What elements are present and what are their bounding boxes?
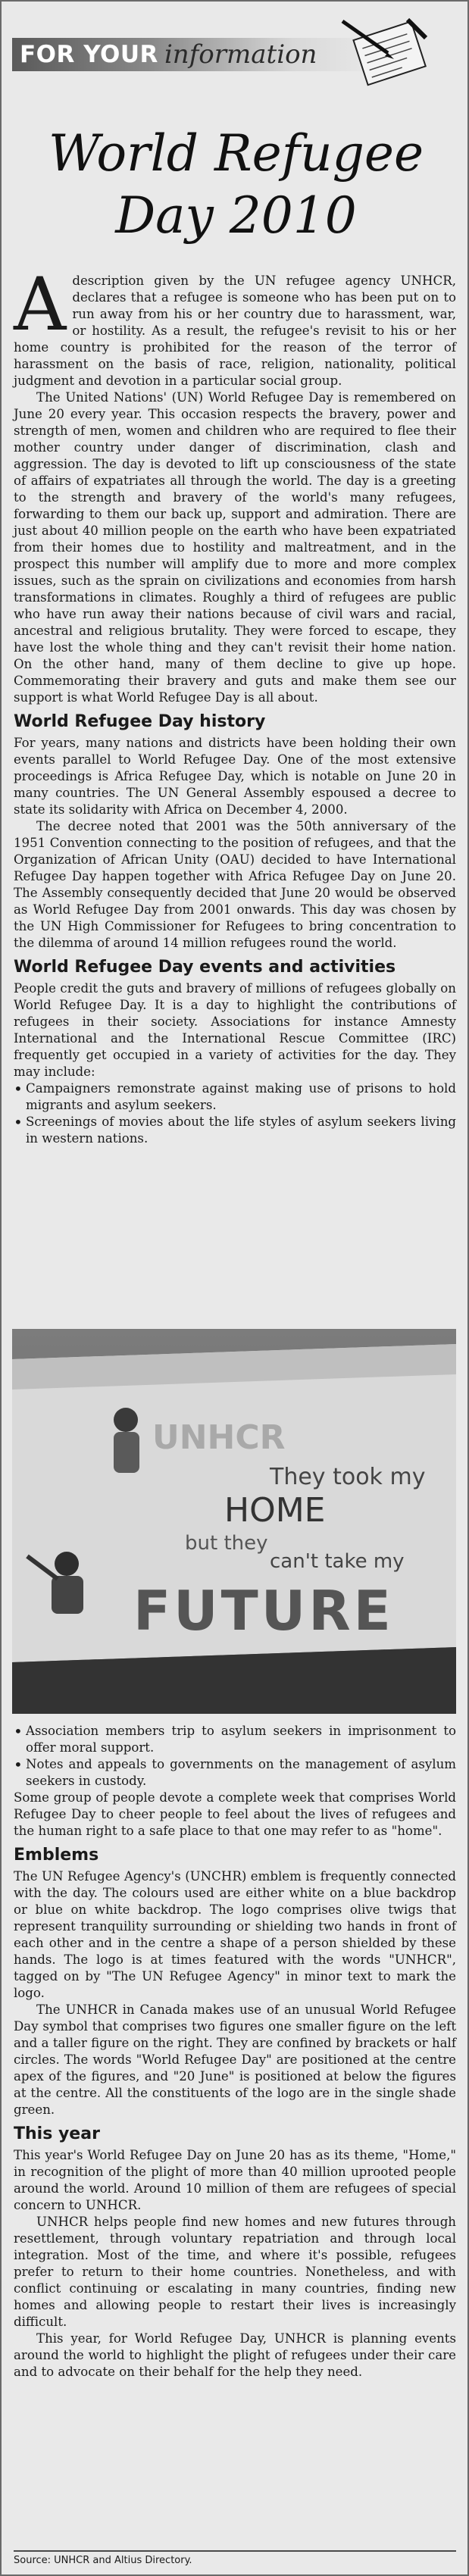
this-year-paragraph-3: This year, for World Refugee Day, UNHCR is planning events around the world to highlight the plight of refugees under their care and to advocate on their behalf for the help they need. xyxy=(14,2331,456,2379)
photo-line-5: FUTURE xyxy=(133,1579,394,1643)
bullet-item: • Campaigners remonstrate against making use of prisons to hold migrants and asylum seekers. xyxy=(26,1080,456,1114)
history-paragraph-1: For years, many nations and districts have been holding their own events parallel to World Refugee Day. One of the most extensive proceedings is Africa Refugee Day, which is notable on June 20 in many countries. The UN General Assembly espoused a decree to state its solidarity with Africa on December 4, 2000. xyxy=(14,736,456,817)
source-credit: Source: UNHCR and Altius Directory. xyxy=(14,2550,456,2566)
article-body-top xyxy=(14,262,456,1147)
paper-pen-icon xyxy=(335,6,449,89)
history-paragraph-2: The decree noted that 2001 was the 50th anniversary of the 1951 Convention connecting to the position of refugees, and that the Organization of African Unity (OAU) decided to have International Refugee Day happen together with Africa Refugee Day on June 20. The Assembly consequently decided that June 20 would be observed as World Refugee Day from 2001 onwards. This day was chosen by the UN High Commissioner for Refugees to bring concentration to the dilemma of around 14 million refugees round the world. xyxy=(14,819,456,950)
bullet-item: • Notes and appeals to governments on the management of asylum seekers in custody. xyxy=(26,1756,456,1790)
bullet-item: • Screenings of movies about the life styles of asylum seekers living in western nations. xyxy=(26,1114,456,1147)
title-line-2: Day 2010 xyxy=(115,186,357,245)
this-year-paragraph-1: This year's World Refugee Day on June 20 has as its theme, "Home," in recognition of the plight of more than 40 million uprooted people around the world. Around 10 million of them are refugees of special concern to UNHCR. xyxy=(14,2148,456,2212)
refugee-children-photo xyxy=(12,1329,456,1714)
events-paragraph-2: Some group of people devote a complete week that comprises World Refugee Day to cheer people to feel about the lives of refugees and the human right to a safe place to that one may refer to as "home". xyxy=(14,1790,456,1838)
this-year-paragraph-2: UNHCR helps people find new homes and new futures through resettlement, through voluntary repatriation and through local integration. Most of the time, and where it's possible, refugees prefer to return to their home countries. Nonetheless, and with conflict continuing or escalating in many countries, finding new homes and allowing people to restart their lives is increasingly difficult. xyxy=(14,2215,456,2329)
title-line-1: World Refugee xyxy=(48,124,424,183)
bullet-item: • Association members trip to asylum seekers in imprisonment to offer moral support. xyxy=(26,1723,456,1756)
events-bullet-list xyxy=(14,1080,456,1147)
article-body-bottom xyxy=(14,1723,456,2381)
banner-label: FOR YOUR xyxy=(20,41,158,68)
emblems-paragraph-1: The UN Refugee Agency's (UNCHR) emblem is frequently connected with the day. The colours used are either white on a blue backdrop or blue on white backdrop. The logo comprises olive twigs that represent tranquility surrounding or shielding two hands in front of each other and in the centre a shape of a person shielded by these hands. The logo is at times featured with the words "UNHCR", tagged on by "The UN Refugee Agency" in minor text to mark the logo. xyxy=(14,1869,456,2000)
history-heading: World Refugee Day history xyxy=(14,712,266,731)
intro-paragraph-1: Adescription given by the UN refugee agency UNHCR, declares that a refugee is someone who has been put on to run away from his or her country due to harassment, war, or hostility. As a result, the refugee's revisit to his or her home country is prohibited for the reason of the terror of harassment on the basis of race, religion, nationality, political judgment and devotion in a particular social group. xyxy=(14,262,456,388)
photo-line-2: HOME xyxy=(224,1491,326,1530)
banner-italic-label: information xyxy=(164,39,317,70)
this-year-heading: This year xyxy=(14,2124,100,2143)
article-title xyxy=(2,123,469,247)
photo-unhcr-text: UNHCR xyxy=(152,1418,286,1457)
photo-line-3: but they xyxy=(185,1532,268,1555)
photo-line-1: They took my xyxy=(270,1464,426,1490)
emblems-paragraph-2: The UNHCR in Canada makes use of an unusual World Refugee Day symbol that comprises two figures one smaller figure on the left and a taller figure on the right. They are confined by brackets or half circles. The words "World Refugee Day" are positioned at the centre apex of the figures, and "20 June" is positioned at below the figures at the centre. All the constituents of the logo are in the single shade green. xyxy=(14,2002,456,2117)
events-paragraph-1: People credit the guts and bravery of millions of refugees globally on World Refugee Day. It is a day to highlight the contributions of refugees in their society. Associations for instance Amnesty International and the International Rescue Committee (IRC) frequently get occupied in a variety of activities for the day. They may include: xyxy=(14,981,456,1079)
events-heading: World Refugee Day events and activities xyxy=(14,958,396,977)
events-bullet-list-2 xyxy=(14,1723,456,1790)
emblems-heading: Emblems xyxy=(14,1846,99,1865)
intro-paragraph-2: The United Nations' (UN) World Refugee Day is remembered on June 20 every year. This occasion respects the bravery, power and strength of men, women and children who are required to flee their mother country under danger of discrimination, clash and aggression. The day is devoted to lift up consciousness of the state of affairs of expatriates all through the world. The day is a greeting to the strength and bravery of the world's many refugees, forwarding to them our back up, support and admiration. There are just about 40 million people on the earth who have been expatriated from their homes due to hostility and maltreatment, and in the prospect this number will amplify due to more and more complex issues, such as the sprain on civilizations and economies from harsh transformations in climates. Roughly a third of refugees are public who have run away their nations because of civil wars and racial, ancestral and religious brutality. They were forced to escape, they have lost the whole thing and they can't revisit their home nation. On the other hand, many of them decline to give up hope. Commemorating their bravery and guts and make them see our support is what World Refugee Day is all about. xyxy=(14,390,456,705)
drop-cap: A xyxy=(14,262,67,347)
photo-line-4: can't take my xyxy=(270,1550,405,1573)
